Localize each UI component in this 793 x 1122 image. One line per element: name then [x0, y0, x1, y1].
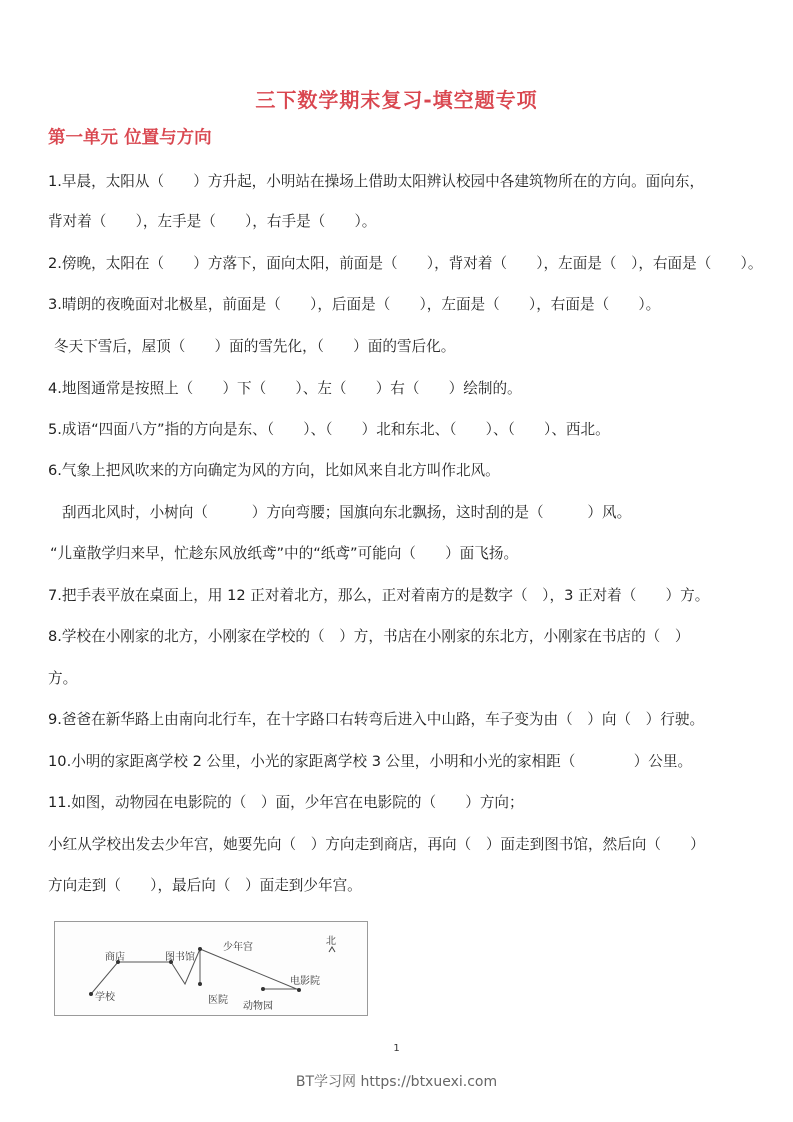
question-1-line-2: 背对着（ ），左手是（ ），右手是（ ）。	[48, 213, 377, 230]
zoo-point	[261, 987, 265, 991]
question-4: 4.地图通常是按照上（ ）下（ ）、左（ ）右（ ）绘制的。	[48, 380, 522, 397]
page-number: 1	[393, 1043, 400, 1054]
footer-watermark: BT学习网 https://btxuexi.com	[295, 1074, 498, 1090]
map-label-school: 学校	[95, 992, 115, 1003]
direction-map-figure	[54, 921, 368, 1016]
school-point	[89, 992, 93, 996]
map-label-shop: 商店	[105, 952, 125, 963]
question-10: 10.小明的家距离学校 2 公里，小光的家距离学校 3 公里，小明和小光的家相距（ ）公里。	[48, 753, 693, 770]
map-label-youth-palace: 少年宫	[223, 942, 253, 953]
section-header: 第一单元 位置与方向	[48, 128, 212, 148]
question-11-line-1: 11.如图，动物园在电影院的（ ）面，少年宫在电影院的（ ）方向；	[48, 794, 524, 811]
question-11-line-3: 方向走到（ ），最后向（ ）面走到少年宫。	[48, 877, 362, 894]
question-6-subline-2: “儿童散学归来早，忙趁东风放纸鸢”中的“纸鸢”可能向（ ）面飞扬。	[50, 545, 519, 562]
question-9: 9.爸爸在新华路上由南向北行车，在十字路口右转弯后进入中山路，车子变为由（ ）向（ ）行驶。	[48, 711, 705, 728]
question-1-line-1: 1.早晨，太阳从（ ）方升起，小明站在操场上借助太阳辨认校园中各建筑物所在的方向。面向东，	[48, 173, 705, 190]
question-6: 6.气象上把风吹来的方向确定为风的方向，比如风来自北方叫作北风。	[48, 462, 500, 479]
question-3: 3.晴朗的夜晚面对北极星，前面是（ ），后面是（ ），左面是（ ），右面是（ ）。	[48, 296, 661, 313]
north-label: 北	[326, 936, 336, 947]
hospital-point	[198, 982, 202, 986]
question-11-line-2: 小红从学校出发去少年宫，她要先向（ ）方向走到商店，再向（ ）面走到图书馆，然后向（ ）	[48, 836, 705, 853]
map-label-zoo: 动物园	[243, 1001, 273, 1012]
question-8-line-1: 8.学校在小刚家的北方，小刚家在学校的（ ）方，书店在小刚家的东北方，小刚家在书店的（ ）	[48, 628, 690, 645]
map-label-library: 图书馆	[165, 952, 195, 963]
youth-palace-point	[198, 947, 202, 951]
question-3-subline: 冬天下雪后，屋顶（ ）面的雪先化，（ ）面的雪后化。	[54, 338, 456, 355]
question-7: 7.把手表平放在桌面上，用 12 正对着北方，那么，正对着南方的是数字（ ），3 正对着（ ）方。	[48, 587, 710, 604]
question-8-line-2: 方。	[48, 670, 78, 687]
question-2: 2.傍晚，太阳在（ ）方落下，面向太阳，前面是（ ），背对着（ ），左面是（ ），右面是（ ）。	[48, 255, 763, 272]
map-label-cinema: 电影院	[290, 976, 320, 987]
document-title: 三下数学期末复习-填空题专项	[255, 88, 538, 112]
question-5: 5.成语“四面八方”指的方向是东、（ ）、（ ）北和东北、（ ）、（ ）、西北。	[48, 421, 610, 438]
map-label-hospital: 医院	[208, 995, 228, 1006]
question-6-subline-1: 刮西北风时，小树向（ ）方向弯腰；国旗向东北飘扬，这时刮的是（ ）风。	[62, 504, 632, 521]
north-arrow-icon	[329, 947, 335, 952]
cinema-point	[297, 988, 301, 992]
